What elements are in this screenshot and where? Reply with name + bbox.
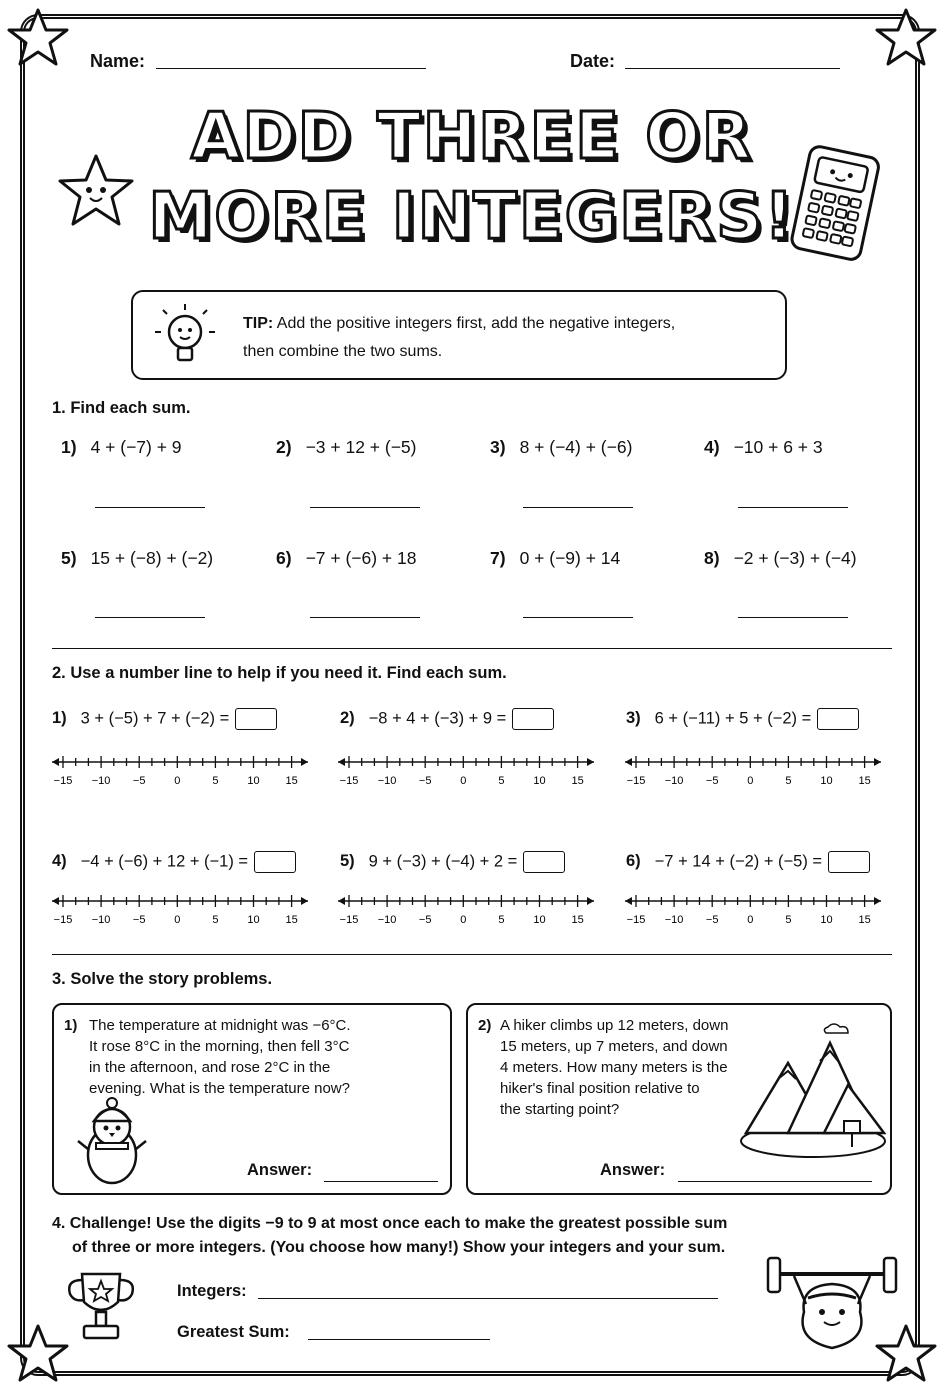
tick-label: 0: [747, 914, 754, 926]
problem-number: 7): [490, 548, 506, 568]
tick-label: 15: [285, 914, 298, 926]
tip-label: TIP:: [243, 315, 274, 332]
section3-heading: 3. Solve the story problems.: [52, 970, 273, 988]
tick-label: −5: [132, 914, 146, 926]
answer-box[interactable]: [817, 708, 859, 730]
story-box-2: [466, 1003, 892, 1195]
tick-label: −5: [705, 775, 719, 787]
integers-label: Integers:: [177, 1282, 247, 1300]
mountain-icon: [738, 1023, 888, 1159]
problem-number: 5): [340, 852, 355, 871]
name-label: Name:: [90, 51, 146, 71]
integers-field[interactable]: [258, 1298, 718, 1299]
s2-problem: [52, 708, 277, 730]
number-line: [623, 750, 883, 790]
problem-expression: −2 + (−3) + (−4): [733, 548, 857, 568]
tick-label: 15: [858, 775, 871, 787]
answer-line[interactable]: [310, 617, 420, 618]
answer-label: Answer:: [247, 1161, 313, 1179]
tick-label: 5: [212, 775, 219, 787]
s1-problem: [61, 548, 213, 569]
problem-expression: −3 + 12 + (−5): [305, 437, 417, 457]
answer-line[interactable]: [310, 507, 420, 508]
calculator-icon: [788, 145, 882, 263]
problem-expression: −8 + 4 + (−3) + 9 =: [368, 709, 507, 728]
problem-number: 4): [704, 437, 720, 457]
problem-number: 3): [626, 709, 641, 728]
problem-expression: 6 + (−11) + 5 + (−2) =: [654, 709, 812, 728]
tick-label: −10: [377, 914, 397, 926]
weightlifter-icon: [764, 1252, 900, 1362]
problem-number: 3): [490, 437, 506, 457]
section-divider: [52, 954, 892, 955]
number-line: [336, 750, 596, 790]
problem-expression: −10 + 6 + 3: [733, 437, 823, 457]
star-icon: [55, 152, 137, 232]
number-line: [623, 889, 883, 929]
problem-expression: 9 + (−3) + (−4) + 2 =: [368, 852, 518, 871]
problem-number: 4): [52, 852, 67, 871]
s1-problem: [704, 548, 857, 569]
answer-line[interactable]: [95, 507, 205, 508]
tick-label: −5: [418, 914, 432, 926]
tick-label: −15: [626, 775, 646, 787]
problem-number: 5): [61, 548, 77, 568]
tick-label: 0: [747, 775, 754, 787]
problem-expression: 8 + (−4) + (−6): [519, 437, 633, 457]
problem-expression: 15 + (−8) + (−2): [90, 548, 214, 568]
problem-number: 6): [276, 548, 292, 568]
lightbulb-icon: [153, 302, 217, 372]
tick-label: 5: [212, 914, 219, 926]
answer-label: Answer:: [600, 1161, 666, 1179]
tick-label: −5: [705, 914, 719, 926]
tick-label: 10: [533, 775, 546, 787]
tick-label: 0: [460, 914, 467, 926]
story-number: 2): [478, 1017, 492, 1034]
answer-box[interactable]: [254, 851, 296, 873]
tick-label: 15: [285, 775, 298, 787]
page-title-line2: MORE INTEGERS!: [148, 180, 796, 254]
s2-problem: [626, 851, 870, 873]
tick-label: 10: [247, 775, 260, 787]
tick-label: 15: [571, 775, 584, 787]
problem-number: 6): [626, 852, 641, 871]
section4-heading-2: of three or more integers. (You choose how many!) Show your integers and your sum.: [72, 1239, 726, 1256]
story-line: 15 meters, up 7 meters, and down: [500, 1038, 728, 1055]
problem-number: 1): [61, 437, 77, 457]
answer-line[interactable]: [523, 617, 633, 618]
tick-label: −15: [339, 775, 359, 787]
tick-label: −15: [53, 914, 73, 926]
tick-label: −10: [377, 775, 397, 787]
s1-problem: [704, 437, 823, 458]
tick-label: 5: [498, 775, 505, 787]
tick-label: 0: [460, 775, 467, 787]
tick-label: 10: [820, 775, 833, 787]
tick-label: 5: [785, 914, 792, 926]
s1-problem: [490, 548, 620, 569]
tick-label: 10: [247, 914, 260, 926]
tip-text: Add the positive integers first, add the negative integers,: [276, 315, 676, 332]
section2-heading: 2. Use a number line to help if you need it. Find each sum.: [52, 664, 507, 682]
story-line: The temperature at midnight was −6°C.: [89, 1017, 351, 1034]
tick-label: −15: [53, 775, 73, 787]
story-line: evening. What is the temperature now?: [89, 1080, 350, 1097]
story-line: It rose 8°C in the morning, then fell 3°C: [89, 1038, 350, 1055]
name-field[interactable]: [156, 68, 426, 69]
date-field[interactable]: [625, 68, 840, 69]
story-box-1: [52, 1003, 452, 1195]
corner-star-icon: [6, 6, 70, 70]
section-divider: [52, 648, 892, 649]
story-line: 4 meters. How many meters is the: [500, 1059, 728, 1076]
corner-star-icon: [874, 6, 938, 70]
number-line: [336, 889, 596, 929]
s1-problem: [490, 437, 632, 458]
s1-problem: [276, 437, 416, 458]
s2-problem: [340, 851, 565, 873]
problem-number: 2): [340, 709, 355, 728]
tick-label: −10: [664, 775, 684, 787]
greatest-sum-label: Greatest Sum:: [177, 1323, 290, 1341]
number-line: [50, 750, 310, 790]
tick-label: −10: [91, 914, 111, 926]
penguin-icon: [72, 1097, 152, 1189]
section4-heading: 4. Challenge! Use the digits −9 to 9 at most once each to make the greatest possible sum: [52, 1215, 728, 1232]
trophy-icon: [58, 1268, 144, 1348]
answer-line[interactable]: [95, 617, 205, 618]
problem-number: 2): [276, 437, 292, 457]
tick-label: 0: [174, 914, 181, 926]
section1-heading: 1. Find each sum.: [52, 399, 191, 417]
tick-label: 15: [571, 914, 584, 926]
date-label: Date:: [570, 51, 616, 71]
tick-label: −15: [339, 914, 359, 926]
s2-problem: [52, 851, 296, 873]
page-title-line1: ADD THREE OR: [191, 100, 753, 174]
answer-line[interactable]: [324, 1181, 438, 1182]
s1-problem: [276, 548, 416, 569]
answer-line[interactable]: [523, 507, 633, 508]
problem-expression: 0 + (−9) + 14: [519, 548, 621, 568]
problem-expression: 4 + (−7) + 9: [90, 437, 182, 457]
story-line: A hiker climbs up 12 meters, down: [500, 1017, 729, 1034]
s2-problem: [340, 708, 554, 730]
answer-box[interactable]: [828, 851, 870, 873]
tick-label: −5: [418, 775, 432, 787]
tick-label: 0: [174, 775, 181, 787]
tick-label: 15: [858, 914, 871, 926]
answer-line[interactable]: [738, 617, 848, 618]
story-line: in the afternoon, and rose 2°C in the: [89, 1059, 331, 1076]
s1-problem: [61, 437, 182, 458]
story-line: the starting point?: [500, 1101, 620, 1118]
problem-number: 1): [52, 709, 67, 728]
answer-line[interactable]: [738, 507, 848, 508]
problem-expression: −4 + (−6) + 12 + (−1) =: [80, 852, 249, 871]
tick-label: 10: [820, 914, 833, 926]
greatest-sum-field[interactable]: [308, 1339, 490, 1340]
tick-label: −10: [664, 914, 684, 926]
tick-label: −5: [132, 775, 146, 787]
story-line: hiker's final position relative to: [500, 1080, 700, 1097]
answer-box[interactable]: [523, 851, 565, 873]
tick-label: −15: [626, 914, 646, 926]
tick-label: 5: [785, 775, 792, 787]
problem-expression: 3 + (−5) + 7 + (−2) =: [80, 709, 230, 728]
number-line: [50, 889, 310, 929]
s2-problem: [626, 708, 859, 730]
answer-line[interactable]: [678, 1181, 872, 1182]
story-number: 1): [64, 1017, 78, 1034]
tick-label: 5: [498, 914, 505, 926]
problem-number: 8): [704, 548, 720, 568]
tip-text-2: then combine the two sums.: [243, 343, 443, 360]
problem-expression: −7 + 14 + (−2) + (−5) =: [654, 852, 823, 871]
tick-label: −10: [91, 775, 111, 787]
tip-box: [131, 290, 787, 380]
answer-box[interactable]: [512, 708, 554, 730]
answer-box[interactable]: [235, 708, 277, 730]
tick-label: 10: [533, 914, 546, 926]
problem-expression: −7 + (−6) + 18: [305, 548, 417, 568]
